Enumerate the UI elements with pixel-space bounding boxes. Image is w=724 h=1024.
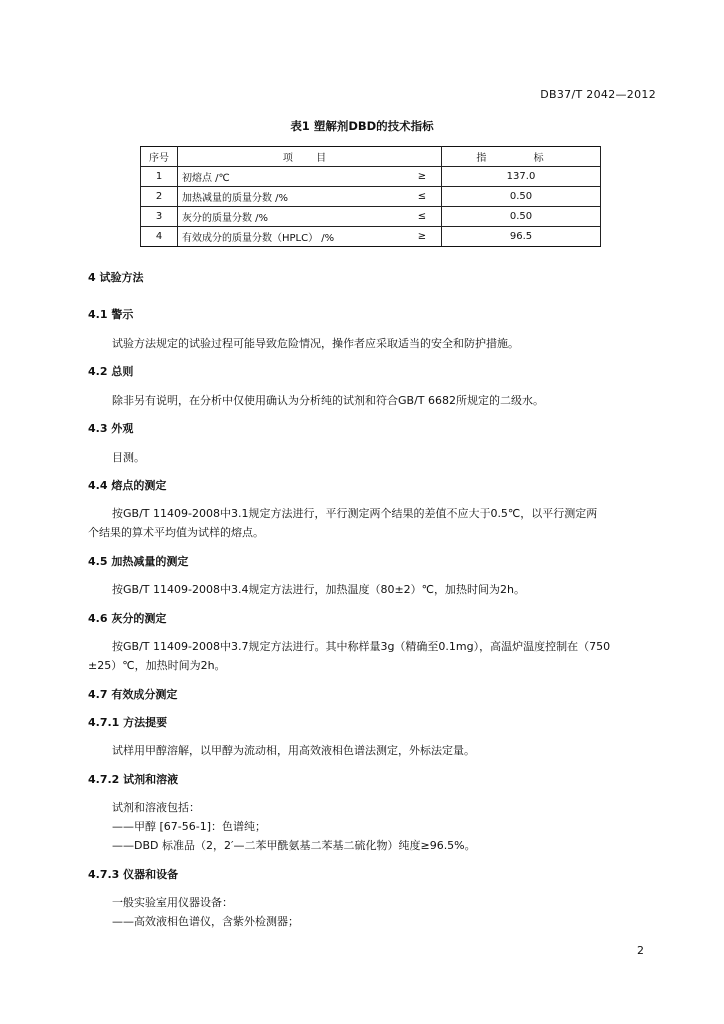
section-4-7-1-heading: 4.7.1 方法提要 — [88, 716, 168, 729]
section-4-7-3-text: 一般实验室用仪器设备： — [112, 896, 233, 909]
section-4-2-heading: 4.2 总则 — [88, 365, 134, 378]
section-4-6-text: 按GB/T 11409-2008中3.7规定方法进行。其中称样量3g（精确至0.1mg），高温炉温度控制在（750 — [112, 640, 611, 653]
table-title: 表1 塑解剂DBD的技术指标 — [290, 119, 434, 133]
row-no: 1 — [141, 167, 178, 187]
standard-code: DB37/T 2042—2012 — [540, 88, 656, 101]
section-4-3-heading: 4.3 外观 — [88, 422, 134, 435]
section-4-7-2-item-1: ——甲醇 [67-56-1]：色谱纯； — [112, 820, 267, 833]
row-no: 3 — [141, 207, 178, 227]
section-4-6-text-cont: ±25）℃，加热时间为2h。 — [88, 659, 226, 672]
page-number: 2 — [637, 944, 644, 957]
spec-table — [140, 146, 601, 247]
table-row — [141, 187, 601, 207]
table-header-row — [141, 147, 601, 167]
section-4-1-heading: 4.1 警示 — [88, 308, 134, 321]
section-4-7-3-item-1: ——高效液相色谱仪，含紫外检测器； — [112, 915, 299, 928]
section-4-5-text: 按GB/T 11409-2008中3.4规定方法进行，加热温度（80±2）℃，加热时间为2h。 — [112, 583, 525, 596]
section-4-7-2-text: 试剂和溶液包括： — [112, 801, 200, 814]
section-4-3-text: 目测。 — [112, 451, 145, 464]
header-item: 项 目 — [178, 147, 442, 167]
section-4-7-3-heading: 4.7.3 仪器和设备 — [88, 868, 179, 881]
row-item: 灰分的质量分数 /% — [178, 207, 404, 227]
section-4-2-text: 除非另有说明，在分析中仅使用确认为分析纯的试剂和符合GB/T 6682所规定的二级水。 — [112, 394, 544, 407]
header-value: 指 标 — [442, 147, 601, 167]
section-4-6-heading: 4.6 灰分的测定 — [88, 612, 167, 625]
row-operator: ≤ — [403, 207, 442, 227]
row-value: 96.5 — [442, 227, 601, 247]
section-4-7-1-text: 试样用甲醇溶解，以甲醇为流动相，用高效液相色谱法测定，外标法定量。 — [112, 744, 475, 757]
section-4-1-text: 试验方法规定的试验过程可能导致危险情况，操作者应采取适当的安全和防护措施。 — [112, 337, 519, 350]
row-operator: ≥ — [403, 167, 442, 187]
row-item: 初熔点 /℃ — [178, 167, 404, 187]
row-value: 0.50 — [442, 187, 601, 207]
row-value: 0.50 — [442, 207, 601, 227]
table-row — [141, 207, 601, 227]
table-row — [141, 167, 601, 187]
row-operator: ≥ — [403, 227, 442, 247]
section-4-heading: 4 试验方法 — [88, 271, 144, 284]
row-no: 2 — [141, 187, 178, 207]
row-value: 137.0 — [442, 167, 601, 187]
row-operator: ≤ — [403, 187, 442, 207]
section-4-4-text: 按GB/T 11409-2008中3.1规定方法进行，平行测定两个结果的差值不应大于0.5℃，以平行测定两 — [112, 507, 598, 520]
row-no: 4 — [141, 227, 178, 247]
header-no: 序号 — [141, 147, 178, 167]
row-item: 加热减量的质量分数 /% — [178, 187, 404, 207]
section-4-4-text-cont: 个结果的算术平均值为试样的熔点。 — [88, 526, 264, 539]
table-row — [141, 227, 601, 247]
section-4-7-2-heading: 4.7.2 试剂和溶液 — [88, 773, 179, 786]
section-4-4-heading: 4.4 熔点的测定 — [88, 479, 167, 492]
section-4-7-2-item-2: ——DBD 标准品（2，2′—二苯甲酰氨基二苯基二硫化物）纯度≥96.5%。 — [112, 839, 476, 852]
section-4-7-heading: 4.7 有效成分测定 — [88, 688, 178, 701]
section-4-5-heading: 4.5 加热减量的测定 — [88, 555, 189, 568]
row-item: 有效成分的质量分数（HPLC） /% — [178, 227, 404, 247]
